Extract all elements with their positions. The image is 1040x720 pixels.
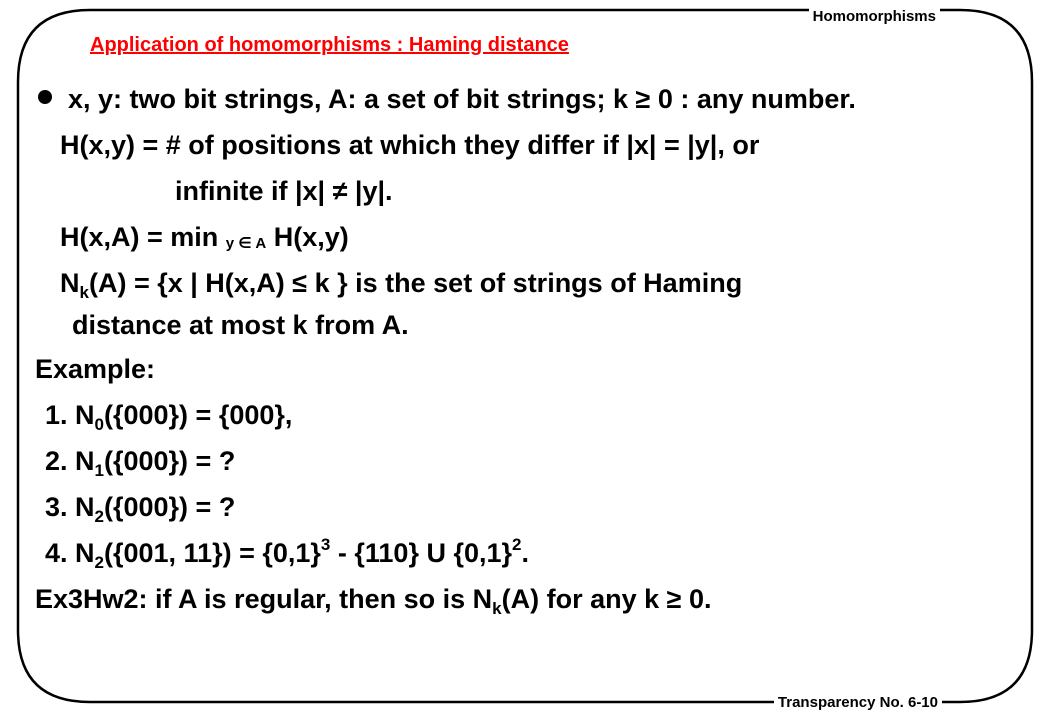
footer-label: Transparency No. 6-10 [774,694,942,711]
nk-definition-line-1: $N_k(A) = \{x$ | H(x,A) ≤ k } is the set of strings of Haming [60,268,743,302]
h-definition-line-1: H(x,y) = # of positions at which they differ if |x| = |y|, or [60,130,760,160]
nk-definition-line-2: distance at most k from A. [72,310,409,340]
hxa-definition: H(x,A) = min y ∈ A H(x,y) [60,222,349,252]
h-definition-line-2: infinite if |x| ≠ |y|. [175,176,393,206]
homework-line: Ex3Hw2: if A is regular, then so is $N_k(A)$ for any k ≥ 0. [35,584,712,618]
bullet-icon [38,90,52,104]
example-4: 4. $N_2(\{001$, $11\}) = \{0,1\}^3 - \{110\}$ U $\{0,1\}^2$. [45,535,529,572]
min-subscript: y ∈ A [225,235,267,252]
example-1: 1. $N_0(\{000\}) = \{000\}$, [45,400,293,434]
example-2: 2. $N_1(\{000\})$ = ? [45,446,236,480]
example-label: Example: [35,354,156,384]
bullet-line: x, y: two bit strings, A: a set of bit strings; k ≥ 0 : any number. [38,86,856,113]
header-label: Homomorphisms [809,8,940,25]
example-3: 3. $N_2(\{000\})$ = ? [45,492,236,526]
slide-title: Application of homomorphisms : Haming distance [90,34,569,56]
